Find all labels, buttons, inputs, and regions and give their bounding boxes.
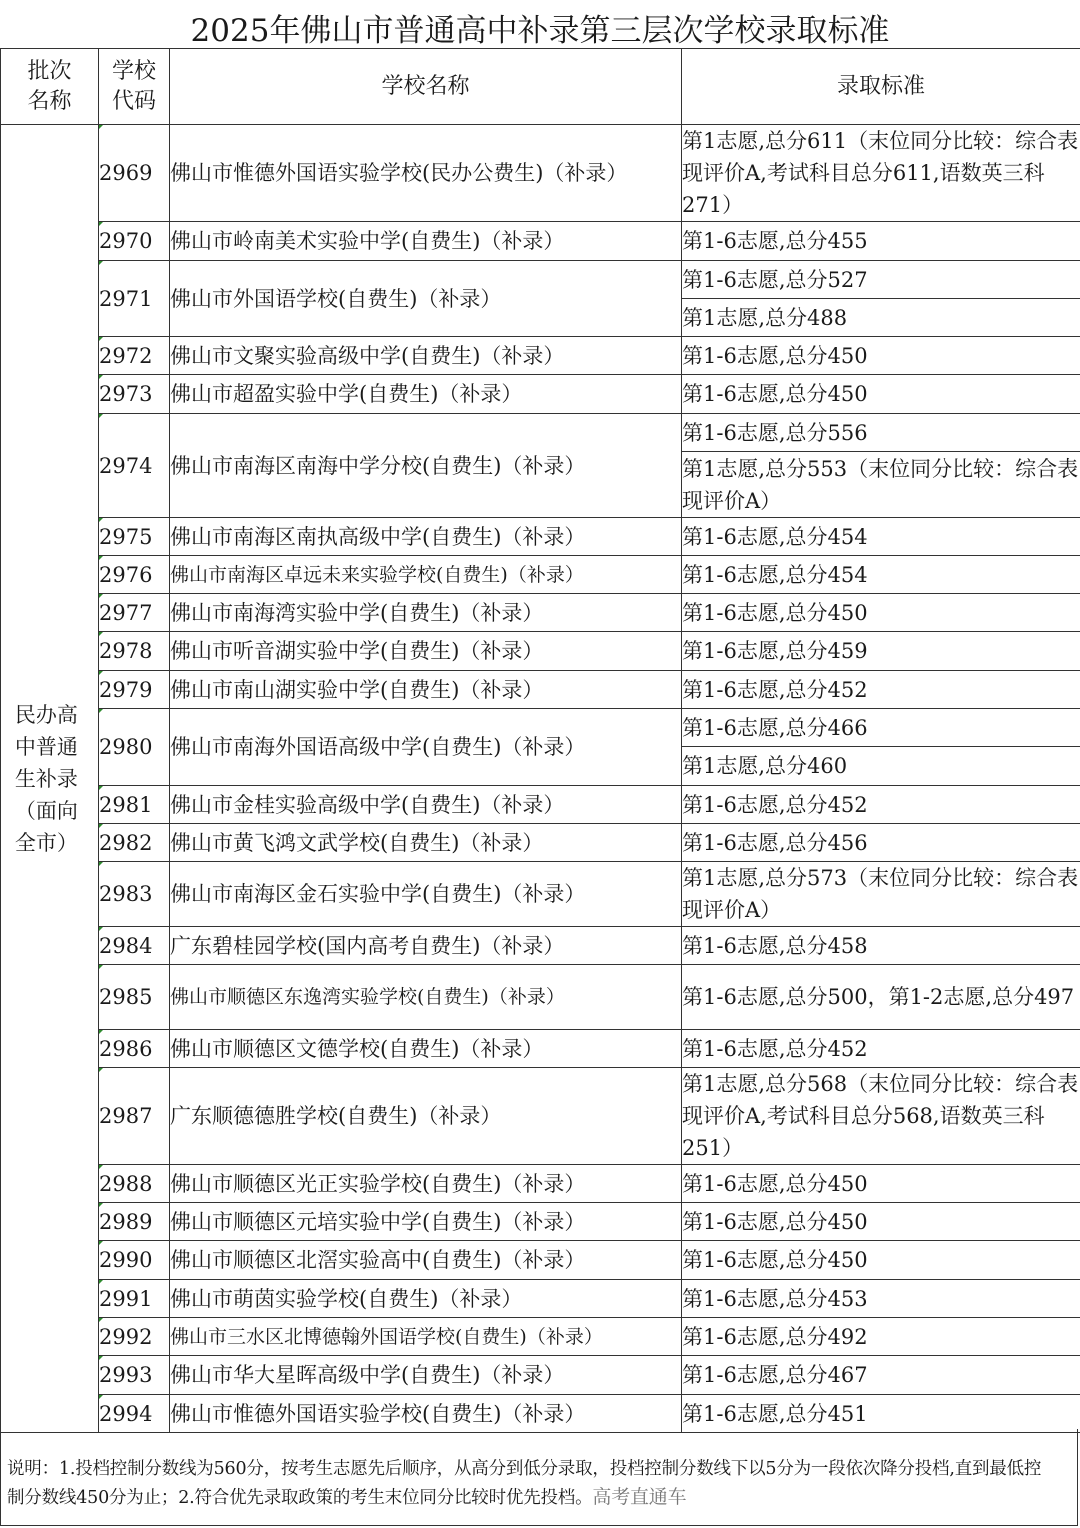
admission-criteria: 第1志愿,总分553（末位同分比较：综合表现评价A）: [682, 452, 1080, 518]
school-code: 2974: [99, 414, 170, 518]
header-school-name: 学校名称: [170, 49, 682, 125]
batch-name-cell: [1, 125, 99, 1433]
table-row: [1, 1356, 1080, 1395]
table-header-row: [1, 49, 1080, 125]
table-body: [1, 125, 1080, 1433]
school-name: 佛山市南海区南海中学分校(自费生)（补录）: [170, 414, 682, 518]
school-name: 佛山市惟德外国语实验学校(自费生)（补录）: [170, 1395, 682, 1433]
admission-criteria: 第1-6志愿,总分452: [682, 786, 1080, 824]
admission-criteria: 第1-6志愿,总分454: [682, 556, 1080, 594]
table-row: [1, 556, 1080, 594]
school-name: 佛山市超盈实验中学(自费生)（补录）: [170, 375, 682, 414]
school-name: 佛山市顺德区文德学校(自费生)（补录）: [170, 1030, 682, 1068]
school-code: 2972: [99, 337, 170, 375]
school-code: 2986: [99, 1030, 170, 1068]
school-name: 佛山市外国语学校(自费生)（补录）: [170, 261, 682, 337]
school-name: 佛山市顺德区光正实验学校(自费生)（补录）: [170, 1165, 682, 1203]
table-row: [1, 1241, 1080, 1280]
admission-criteria: 第1-6志愿,总分455: [682, 222, 1080, 261]
admission-criteria: 第1-6志愿,总分466: [682, 709, 1080, 747]
admission-criteria: 第1-6志愿,总分450: [682, 1165, 1080, 1203]
school-code: 2975: [99, 518, 170, 556]
school-name: 佛山市南海湾实验中学(自费生)（补录）: [170, 594, 682, 632]
table-row: [1, 594, 1080, 632]
admission-criteria: 第1-6志愿,总分467: [682, 1356, 1080, 1395]
school-code: 2982: [99, 824, 170, 862]
table-row: [1, 414, 1080, 452]
school-name: 佛山市顺德区北滘实验高中(自费生)（补录）: [170, 1241, 682, 1280]
school-name: 广东碧桂园学校(国内高考自费生)（补录）: [170, 927, 682, 965]
school-name: 广东顺德德胜学校(自费生)（补录）: [170, 1068, 682, 1165]
admission-criteria: 第1-6志愿,总分452: [682, 1030, 1080, 1068]
table-row: [1, 1203, 1080, 1241]
school-code: 2984: [99, 927, 170, 965]
table-row: [1, 1030, 1080, 1068]
admission-criteria: 第1-6志愿,总分450: [682, 375, 1080, 414]
school-code: 2981: [99, 786, 170, 824]
table-row: [1, 1395, 1080, 1433]
school-name: 佛山市惟德外国语实验学校(民办公费生)（补录）: [170, 125, 682, 222]
admission-criteria: 第1-6志愿,总分450: [682, 1203, 1080, 1241]
admission-criteria: 第1志愿,总分460: [682, 747, 1080, 786]
school-name: 佛山市南山湖实验中学(自费生)（补录）: [170, 671, 682, 709]
table-row: [1, 1318, 1080, 1356]
school-code: 2992: [99, 1318, 170, 1356]
school-name: 佛山市南海区金石实验中学(自费生)（补录）: [170, 862, 682, 927]
admission-criteria: 第1-6志愿,总分458: [682, 927, 1080, 965]
school-name: 佛山市金桂实验高级中学(自费生)（补录）: [170, 786, 682, 824]
admission-table: [0, 48, 1080, 1433]
admission-criteria: 第1志愿,总分573（末位同分比较：综合表现评价A）: [682, 862, 1080, 927]
school-name: 佛山市顺德区元培实验中学(自费生)（补录）: [170, 1203, 682, 1241]
school-name: 佛山市黄飞鸿文武学校(自费生)（补录）: [170, 824, 682, 862]
school-name: 佛山市华大星晖高级中学(自费生)（补录）: [170, 1356, 682, 1395]
admission-criteria: 第1-6志愿,总分450: [682, 1241, 1080, 1280]
table-row: [1, 222, 1080, 261]
school-name: 佛山市听音湖实验中学(自费生)（补录）: [170, 632, 682, 671]
school-code: 2979: [99, 671, 170, 709]
school-name: 佛山市文聚实验高级中学(自费生)（补录）: [170, 337, 682, 375]
school-code: 2991: [99, 1280, 170, 1318]
table-row: [1, 927, 1080, 965]
school-code: 2988: [99, 1165, 170, 1203]
school-code: 2985: [99, 965, 170, 1030]
header-criteria: 录取标准: [682, 49, 1080, 125]
table-row: [1, 709, 1080, 747]
admission-criteria: 第1-6志愿,总分459: [682, 632, 1080, 671]
school-name: 佛山市南海区卓远未来实验学校(自费生)（补录）: [170, 556, 682, 594]
page-title: 2025年佛山市普通高中补录第三层次学校录取标准: [190, 13, 890, 49]
school-code: 2978: [99, 632, 170, 671]
table-row: [1, 671, 1080, 709]
school-code: 2977: [99, 594, 170, 632]
school-code: 2971: [99, 261, 170, 337]
table-row: [1, 337, 1080, 375]
table-row: [1, 862, 1080, 927]
school-code: 2973: [99, 375, 170, 414]
notes-text: [7, 1455, 1057, 1512]
school-code: 2970: [99, 222, 170, 261]
table-row: [1, 1068, 1080, 1165]
table-row: [1, 632, 1080, 671]
table-row: [1, 965, 1080, 1030]
school-code: 2989: [99, 1203, 170, 1241]
notes-section: [0, 1429, 1078, 1526]
table-row: [1, 786, 1080, 824]
admission-criteria: 第1-6志愿,总分456: [682, 824, 1080, 862]
school-name: 佛山市三水区北博德翰外国语学校(自费生)（补录）: [170, 1318, 682, 1356]
school-code: 2980: [99, 709, 170, 786]
table-row: [1, 824, 1080, 862]
table-row: [1, 518, 1080, 556]
school-name: 佛山市顺德区东逸湾实验学校(自费生)（补录）: [170, 965, 682, 1030]
table-row: [1, 375, 1080, 414]
admission-criteria: 第1志愿,总分611（末位同分比较：综合表现评价A,考试科目总分611,语数英三科271）: [682, 125, 1080, 222]
admission-criteria: 第1-6志愿,总分453: [682, 1280, 1080, 1318]
table-row: [1, 1165, 1080, 1203]
school-code: 2983: [99, 862, 170, 927]
admission-criteria: 第1-6志愿,总分556: [682, 414, 1080, 452]
admission-criteria: 第1-6志愿,总分451: [682, 1395, 1080, 1433]
watermark: 高考直通车: [592, 1486, 687, 1508]
admission-criteria: 第1-6志愿,总分452: [682, 671, 1080, 709]
admission-criteria: 第1-6志愿,总分492: [682, 1318, 1080, 1356]
table-row: [1, 125, 1080, 222]
table-row: [1, 1280, 1080, 1318]
admission-criteria: 第1志愿,总分568（末位同分比较：综合表现评价A,考试科目总分568,语数英三科251）: [682, 1068, 1080, 1165]
admission-criteria: 第1-6志愿,总分450: [682, 337, 1080, 375]
table-row: [1, 261, 1080, 299]
admission-criteria: 第1-6志愿,总分500，第1-2志愿,总分497: [682, 965, 1080, 1030]
header-code: 学校代码: [99, 49, 170, 125]
admission-criteria: 第1-6志愿,总分527: [682, 261, 1080, 299]
notes-body: 说明：1.投档控制分数线为560分，按考生志愿先后顺序，从高分到低分录取，投档控制分数线下以5分为一段依次降分投档,直到最低控制分数线450分为止；2.符合优先录取政策的考生末位同分比较时优先投档。: [7, 1459, 1042, 1508]
admission-criteria: 第1-6志愿,总分454: [682, 518, 1080, 556]
school-code: 2994: [99, 1395, 170, 1433]
batch-name: 民办高中普通生补录（面向全市）: [14, 702, 78, 855]
school-code: 2993: [99, 1356, 170, 1395]
admission-criteria: 第1-6志愿,总分450: [682, 594, 1080, 632]
school-code: 2976: [99, 556, 170, 594]
school-name: 佛山市南海外国语高级中学(自费生)（补录）: [170, 709, 682, 786]
school-name: 佛山市萌茵实验学校(自费生)（补录）: [170, 1280, 682, 1318]
school-name: 佛山市南海区南执高级中学(自费生)（补录）: [170, 518, 682, 556]
school-name: 佛山市岭南美术实验中学(自费生)（补录）: [170, 222, 682, 261]
school-code: 2969: [99, 125, 170, 222]
school-code: 2990: [99, 1241, 170, 1280]
school-code: 2987: [99, 1068, 170, 1165]
header-batch: 批次名称: [1, 49, 99, 125]
admission-criteria: 第1志愿,总分488: [682, 299, 1080, 337]
